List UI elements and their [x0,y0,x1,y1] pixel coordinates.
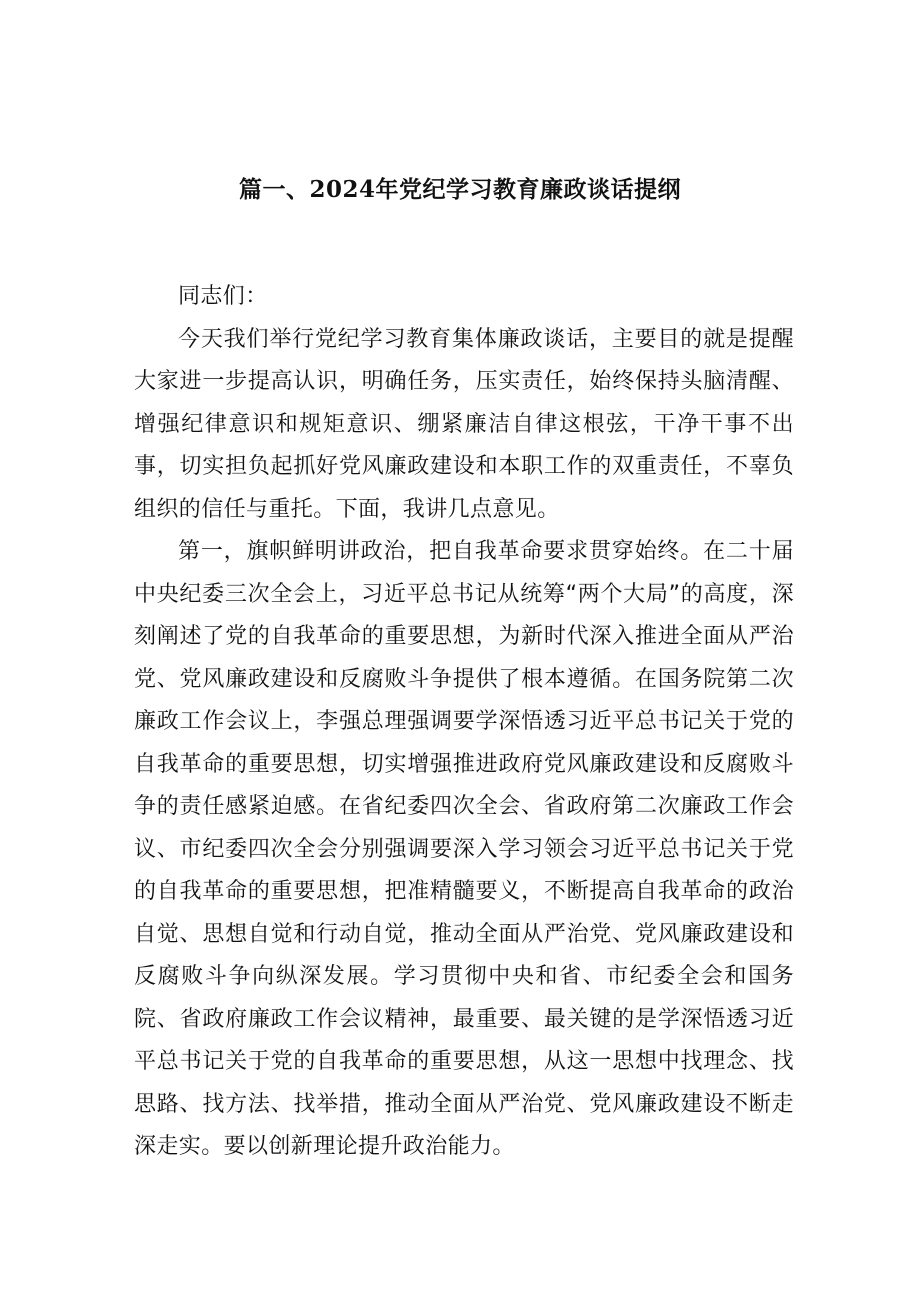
document-title: 篇一、2024年党纪学习教育廉政谈话提纲 [238,176,681,203]
salutation: 同志们： [178,284,268,309]
paragraph-intro: 今天我们举行党纪学习教育集体廉政谈话，主要目的就是提醒大家进一步提高认识，明确任务，压实责任，始终保持头脑清醒、增强纪律意识和规矩意识、绷紧廉洁自律这根弦，干净干事不出事，切实担负起抓好党风廉政建设和本职工作的双重责任，不辜负组织的信任与重托。下面，我讲几点意见。 [134,326,794,522]
paragraph-first-point: 第一，旗帜鲜明讲政治，把自我革命要求贯穿始终。在二十届中央纪委三次全会上，习近平总书记从统筹“两个大局”的高度，深刻阐述了党的自我革命的重要思想，为新时代深入推进全面从严治党、党风廉政建设和反腐败斗争提供了根本遵循。在国务院第二次廉政工作会议上，李强总理强调要学深悟透习近平总书记关于党的自我革命的重要思想，切实增强推进政府党风廉政建设和反腐败斗争的责任感紧迫感。在省纪委四次全会、省政府第二次廉政工作会议、市纪委四次全会分别强调要深入学习领会习近平总书记关于党的自我革命的重要思想，把准精髓要义，不断提高自我革命的政治自觉、思想自觉和行动自觉，推动全面从严治党、党风廉政建设和反腐败斗争向纵深发展。学习贯彻中央和省、市纪委全会和国务院、省政府廉政工作会议精神，最重要、最关键的是学深悟透习近平总书记关于党的自我革命的重要思想，从这一思想中找理念、找思路、找方法、找举措，推动全面从严治党、党风廉政建设不断走深走实。要以创新理论提升政治能力。 [134,539,794,1159]
document-body [134,276,794,1169]
